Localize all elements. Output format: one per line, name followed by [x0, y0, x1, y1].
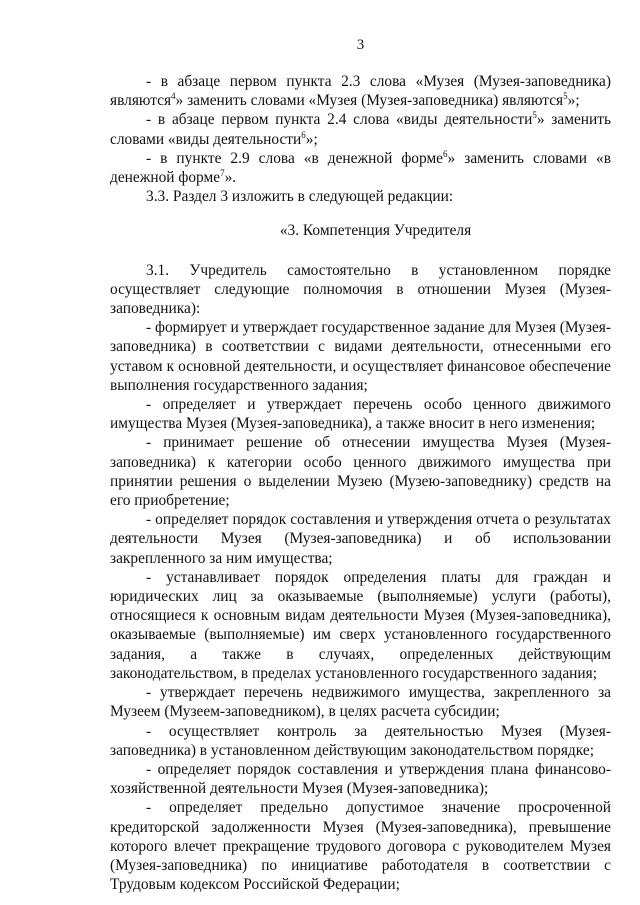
clause-item: - определяет порядок составления и утверждения отчета о результатах деятельности Музея (Музея-заповедника) и об использовании закрепленного за ним имущества; [110, 511, 611, 567]
paragraph-text: »; [305, 130, 318, 148]
clause-paragraph: 3.1. Учредитель самостоятельно в установленном порядке осуществляет следующие полномочия в отношении Музея (Музея-заповедника): [110, 261, 611, 318]
clause-item: - утверждает перечень недвижимого имущества, закрепленного за Музеем (Музеем-заповедником), в целях расчета субсидии; [110, 684, 611, 721]
paragraph-text: - в абзаце первом пункта 2.3 слова «Музея (Музея-заповедника) являются [110, 73, 611, 110]
amendment-list [110, 72, 611, 206]
clause-item: - устанавливает порядок определения платы для граждан и юридических лиц за оказываемые (выполняемые) услуги (работы), относящиеся к основным видам деятельности Музея (Музея-заповедника), оказываемые (выполняемые) им сверх установленного государственного задания, а также в случаях, определенных действующим законодательством, в пределах установленного государственного задания; [110, 568, 611, 682]
footnote-marker: 7 [220, 167, 225, 178]
clause-item: - определяет и утверждает перечень особо ценного движимого имущества Музея (Музея-заповедника), а также вносит в него изменения; [110, 396, 611, 433]
paragraph-text: - в пункте 2.9 слова «в денежной форме [146, 149, 444, 167]
page-number: 3 [356, 37, 365, 53]
clause-item: - принимает решение об отнесении имущества Музея (Музея-заповедника) к категории особо ценного движимого имущества при принятии решения о выделении Музею (Музею-заповеднику) средств на его приобретение; [110, 434, 611, 510]
clause-item: - определяет порядок составления и утверждения плана финансово-хозяйственной деятельности Музея (Музея-заповедника); [110, 760, 611, 798]
clause-item: - определяет предельно допустимое значение просроченной кредиторской задолженности Музея (Музея-заповедника), превышение которого влечет прекращение трудового договора с руководителем Музея (Музея-заповедника) по инициативе работодателя в соответствии с Трудовым кодексом Российской Федерации; [110, 799, 611, 894]
paragraph-text: » заменить словами «Музея (Музея-заповедника) являются [175, 92, 564, 110]
amendment-paragraph [110, 72, 611, 110]
amendment-paragraph [110, 187, 611, 206]
footnote-marker: 4 [171, 91, 176, 102]
paragraph-text: » заменить словами «виды деятельности [110, 111, 611, 148]
paragraph-text: 3.3. Раздел 3 изложить в следующей редакции: [146, 188, 454, 206]
footnote-marker: 5 [532, 110, 537, 121]
footnote-marker: 5 [563, 91, 568, 102]
amendment-paragraph [110, 110, 611, 148]
paragraph-text: » заменить словами «в денежной форме [110, 149, 612, 187]
footnote-marker: 6 [443, 148, 448, 159]
clause-item: - формирует и утверждает государственное задание для Музея (Музея-заповедника) в соответствии с видами деятельности, отнесенными его уставом к основной деятельности, и осуществляет финансовое обеспечение выполнения государственного задания; [110, 319, 611, 394]
section-body [110, 261, 611, 895]
paragraph-text: - в абзаце первом пункта 2.4 слова «виды деятельности [146, 111, 533, 129]
paragraph-text: ». [224, 169, 237, 187]
section-title: «3. Компетенция Учредителя [279, 222, 472, 240]
paragraph-text: »; [567, 92, 580, 110]
footnote-marker: 6 [301, 129, 306, 140]
clause-item: - осуществляет контроль за деятельностью Музея (Музея-заповедника) в установленном действующим законодательством порядке; [110, 722, 611, 759]
amendment-paragraph [110, 149, 611, 187]
